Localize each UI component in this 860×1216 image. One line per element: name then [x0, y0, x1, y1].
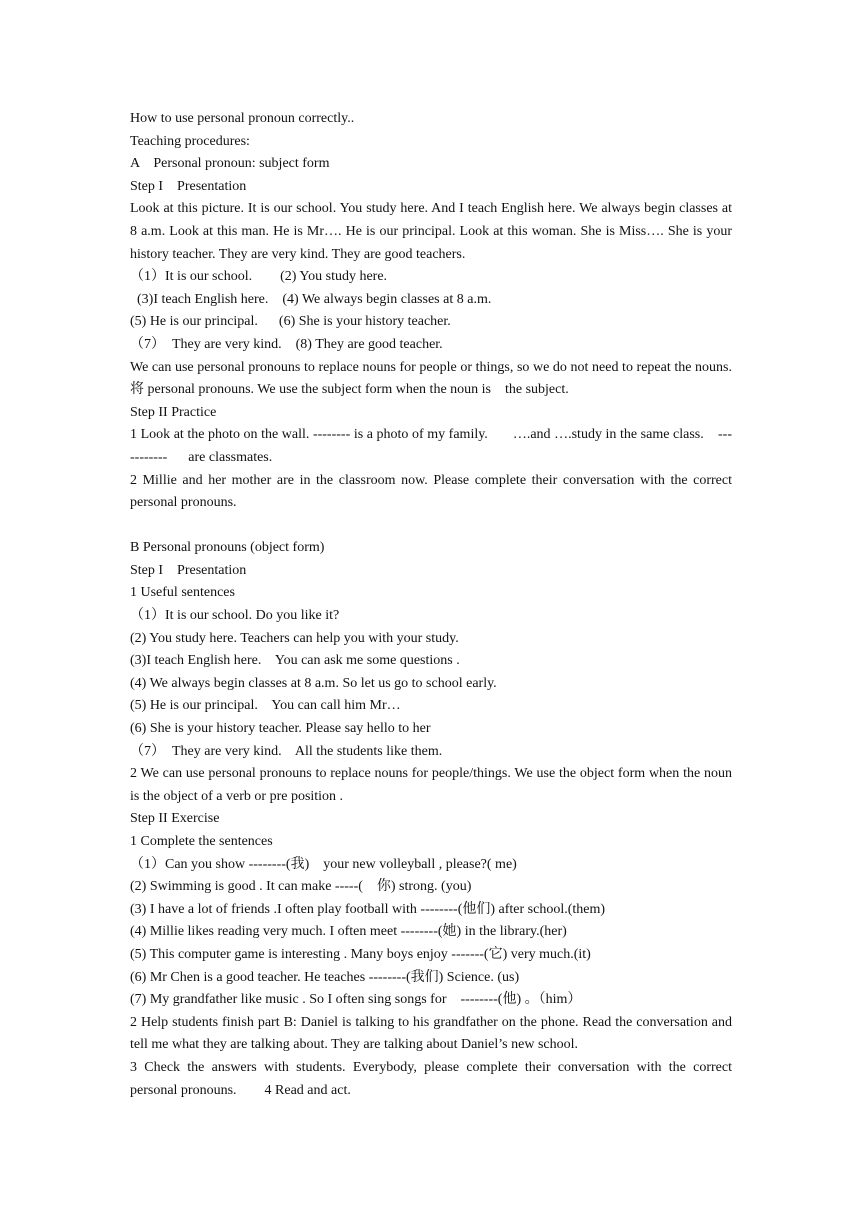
- doc-line: Teaching procedures:: [130, 133, 250, 149]
- exercise-item: （1）Can you show --------(我) your new volleyball , please?( me): [130, 856, 517, 872]
- exercise-item: (2) Swimming is good . It can make -----( 你) strong. (you): [130, 879, 472, 895]
- doc-title: How to use personal pronoun correctly..: [130, 111, 355, 126]
- doc-paragraph: 3 Check the answers with students. Everybody, please complete their conversation with the correct personal pronouns. 4 Read and act.: [130, 1059, 736, 1098]
- doc-line: (2) You study here. Teachers can help you with your study.: [130, 630, 459, 646]
- exercise-item: (7) My grandfather like music . So I often sing songs for --------(他) 。（him）: [130, 992, 582, 1008]
- doc-line: (4) We always begin classes at 8 a.m. So let us go to school early.: [130, 675, 497, 691]
- doc-line: (5) He is our principal. (6) She is your history teacher.: [130, 314, 451, 330]
- step-heading: Step II Practice: [130, 404, 217, 420]
- doc-line: （7） They are very kind. (8) They are good teacher.: [130, 336, 443, 352]
- exercise-item: (3) I have a lot of friends .I often play football with --------(他们) after school.(them): [130, 901, 606, 917]
- section-heading-a: A Personal pronoun: subject form: [130, 156, 330, 172]
- doc-line: （7） They are very kind. All the students like them.: [130, 743, 443, 759]
- section-heading-b: B Personal pronouns (object form): [130, 540, 325, 556]
- blank-line: [130, 515, 732, 538]
- doc-paragraph: Look at this picture. It is our school. You study here. And I teach English here. We always begin classes at 8 a.m. Look at this man. He is Mr…. He is our principal. Look at this woman. She is Miss…. She is your history teacher. They are very kind. They are good teachers.: [130, 201, 736, 262]
- doc-line: 1 Complete the sentences: [130, 834, 273, 849]
- document-page: [130, 108, 739, 1102]
- doc-line: (3)I teach English here. You can ask me some questions .: [130, 653, 460, 669]
- doc-paragraph: 1 Look at the photo on the wall. -------- is a photo of my family. ….and ….study in the same class. ----------- are classmates.: [130, 427, 732, 465]
- doc-paragraph: 2 Millie and her mother are in the classroom now. Please complete their conversation with the correct personal pronouns.: [130, 472, 736, 511]
- doc-paragraph: 2 Help students finish part B: Daniel is talking to his grandfather on the phone. Read the conversation and tell me what they are talking about. They are talking about Daniel’s new school.: [130, 1014, 736, 1053]
- step-heading: Step I Presentation: [130, 178, 247, 194]
- doc-paragraph: We can use personal pronouns to replace nouns for people or things, so we do not need to repeat the nouns. 将 personal pronouns. We use the subject form when the noun is the subject.: [130, 359, 739, 398]
- exercise-item: (6) Mr Chen is a good teacher. He teaches --------(我们) Science. (us): [130, 969, 520, 985]
- exercise-item: (5) This computer game is interesting . Many boys enjoy -------(它) very much.(it): [130, 946, 591, 962]
- step-heading: Step I Presentation: [130, 562, 247, 578]
- doc-line: (6) She is your history teacher. Please say hello to her: [130, 721, 431, 737]
- doc-line: (5) He is our principal. You can call him Mr…: [130, 698, 401, 714]
- step-heading: Step II Exercise: [130, 811, 220, 827]
- doc-line: 1 Useful sentences: [130, 585, 235, 601]
- exercise-item: (4) Millie likes reading very much. I often meet --------(她) in the library.(her): [130, 924, 567, 940]
- doc-line: (3)I teach English here. (4) We always begin classes at 8 a.m.: [130, 291, 492, 307]
- doc-paragraph: 2 We can use personal pronouns to replace nouns for people/things. We use the object form when the noun is the object of a verb or pre position .: [130, 766, 736, 804]
- doc-line: （1）It is our school. (2) You study here.: [130, 269, 388, 285]
- doc-line: （1）It is our school. Do you like it?: [130, 608, 340, 624]
